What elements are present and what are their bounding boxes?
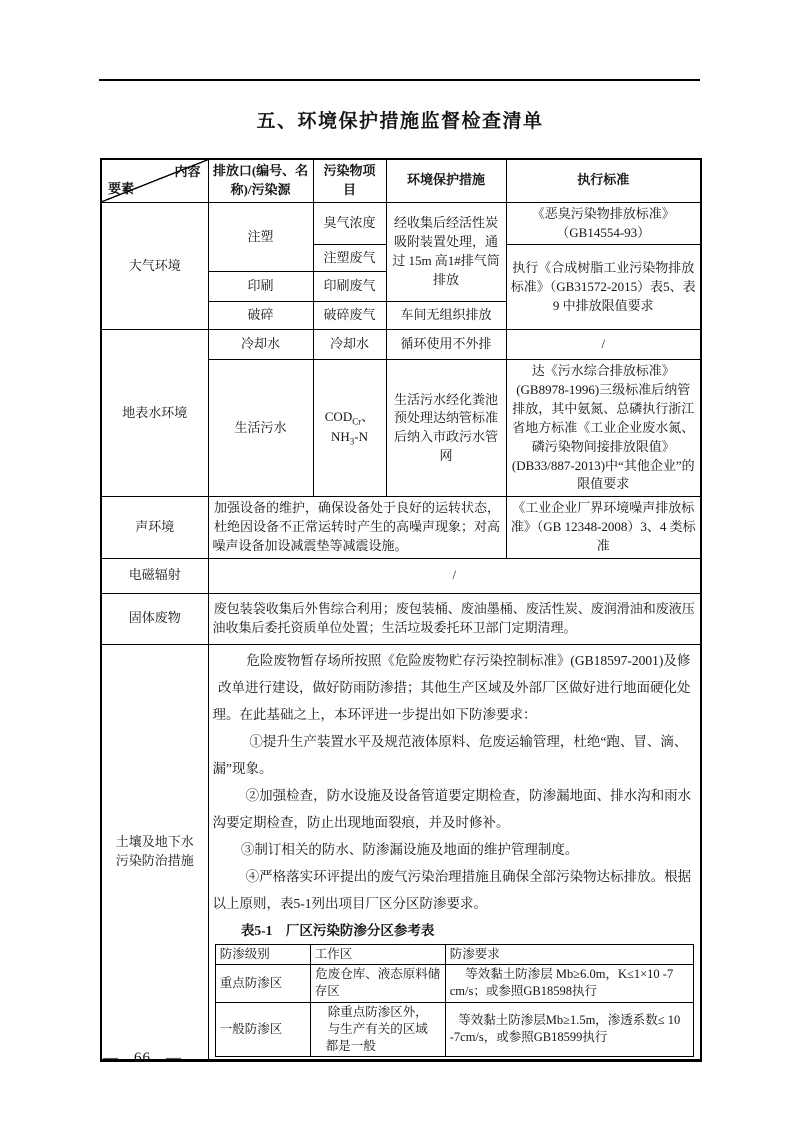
subtable-header-area: 工作区 — [310, 944, 445, 964]
air-standard-resin: 执行《合成树脂工业污染物排放标准》（GB31572-2015）表5、表 9 中排放限值要求 — [506, 245, 701, 330]
table-row — [101, 497, 701, 559]
water-sewage-pollutant — [313, 360, 386, 497]
water-sewage-source: 生活污水 — [208, 360, 313, 497]
water-cooling-source: 冷却水 — [208, 330, 313, 360]
soil-content-cell — [208, 644, 701, 1061]
solid-label-cell: 固体废物 — [101, 593, 208, 644]
emr-value: / — [208, 558, 701, 593]
water-cooling-pollutant: 冷却水 — [313, 330, 386, 360]
subtable-row — [215, 965, 693, 1003]
air-source-injection: 注塑 — [208, 202, 313, 272]
nh-tail: -N — [354, 429, 368, 445]
air-pollutant-printing: 印刷废气 — [313, 272, 386, 302]
soil-label-cell — [101, 644, 208, 1061]
soil-paragraph: ③制订相关的防水、防渗漏设施及地面的维护管理制度。 — [240, 841, 579, 857]
header-label-element: 要素 — [108, 180, 135, 196]
air-pollutant-injection: 注塑废气 — [313, 245, 386, 272]
table-header-row — [101, 159, 701, 202]
air-pollutant-odor: 臭气浓度 — [313, 202, 386, 245]
air-source-printing: 印刷 — [208, 272, 313, 302]
page-number — [103, 1050, 182, 1067]
table-row — [101, 558, 701, 593]
table-row — [101, 593, 701, 644]
header-cell-outlet: 排放口(编号、名称)/污染源 — [208, 159, 313, 202]
header-cell-standard: 执行标准 — [506, 159, 701, 202]
subtable-req: 等效黏土防渗层Mb≥1.5m，渗透系数≤ 10 -7cm/s，或参照GB18599执行 — [445, 1002, 693, 1057]
subtable-row — [215, 1002, 693, 1057]
page-number-dash-left: — — [103, 1050, 119, 1066]
nh-subscript: 3 — [349, 436, 355, 447]
water-cooling-measure: 循环使用不外排 — [386, 330, 506, 360]
solid-content: 废包装袋收集后外售综合利用；废包装桶、废油墨桶、废活性炭、废润滑油和废液压油收集后委托资质单位处置；生活垃圾委托环卫部门定期清理。 — [208, 593, 701, 644]
soil-paragraph: ①提升生产装置水平及规范液体原料、危废运输管理，杜绝“跑、冒、滴、漏”现象。 — [212, 733, 688, 776]
table-row — [101, 202, 701, 245]
table-row — [101, 330, 701, 360]
noise-label-cell: 声环境 — [101, 497, 208, 559]
subtable-title: 表5-1 厂区污染防渗分区参考表 — [240, 922, 435, 938]
header-cell-element-content — [101, 159, 208, 202]
subtable-area: 危废仓库、液态原料储存区 — [310, 965, 445, 1003]
air-pollutant-crushing: 破碎废气 — [313, 302, 386, 330]
subtable-req: 等效黏土防渗层 Mb≥6.0m，K≤1×10 -7 cm/s；或参照GB18598执行 — [445, 965, 693, 1003]
water-label-cell: 地表水环境 — [101, 330, 208, 497]
subtable-area: 除重点防渗区外，与生产有关的区域都是一般 — [310, 1002, 445, 1057]
cod-subscript: Cr — [352, 416, 362, 427]
water-sewage-measure: 生活污水经化粪池预处理达纳管标准后纳入市政污水管网 — [386, 360, 506, 497]
soil-paragraph: ②加强检查，防水设施及设备管道要定期检查，防渗漏地面、排水沟和雨水沟要定期检查，防止出现地面裂痕，并及时修补。 — [212, 787, 692, 830]
soil-paragraph: ④严格落实环评提出的废气污染治理措施且确保全部污染物达标排放。根据以上原则，表5-1列出项目厂区分区防渗要求。 — [212, 868, 692, 911]
nh-label: NH — [331, 429, 350, 445]
soil-paragraph: 危险废物暂存场所按照《危险废物贮存污染控制标准》(GB18597-2001)及修改单进行建设，做好防雨防渗措；其他生产区域及外部厂区做好进行地面硬化处理。在此基础之上，本环评进一步提出如下防渗要求： — [212, 652, 691, 722]
header-cell-measure: 环境保护措施 — [386, 159, 506, 202]
subtable-header-req: 防渗要求 — [445, 944, 693, 964]
subtable-level: 一般防渗区 — [215, 1002, 310, 1057]
soil-label-line2: 污染防治措施 — [115, 853, 194, 869]
table-row — [101, 644, 701, 1061]
header-divider — [99, 79, 700, 81]
air-measure-collected: 经收集后经活性炭吸附装置处理，通过 15m 高1#排气筒排放 — [386, 202, 506, 302]
cod-separator: 、 — [361, 408, 375, 424]
air-label-cell: 大气环境 — [101, 202, 208, 330]
inspection-checklist-table — [100, 158, 702, 1062]
noise-measure: 加强设备的维护，确保设备处于良好的运转状态，杜绝因设备不正常运转时产生的高噪声现象；对高噪声设备加设减震垫等减震设施。 — [208, 497, 506, 559]
soil-label-line1: 土壤及地下水 — [115, 834, 194, 850]
subtable-header-row — [215, 944, 693, 964]
header-cell-pollutant: 污染物项目 — [313, 159, 386, 202]
cod-label: COD — [324, 408, 353, 424]
page-title: 五、环境保护措施监督检查清单 — [256, 111, 544, 132]
page-number-value: 66 — [134, 1050, 151, 1066]
water-sewage-standard: 达《污水综合排放标准》(GB8978-1996)三级标准后纳管排放，其中氨氮、总磷执行浙江省地方标准《工业企业废水氮、磷污染物间接排放限值》(DB33/887-2013)中“其他企业”的限值要求 — [506, 360, 701, 497]
air-standard-odor: 《恶臭污染物排放标准》（GB14554-93） — [506, 202, 701, 245]
water-cooling-standard: / — [506, 330, 701, 360]
subtable-level: 重点防渗区 — [215, 965, 310, 1003]
emr-label-cell: 电磁辐射 — [101, 558, 208, 593]
air-measure-crushing: 车间无组织排放 — [386, 302, 506, 330]
seepage-zone-table — [215, 944, 694, 1058]
page-number-dash-right: — — [166, 1050, 182, 1066]
header-label-content: 内容 — [174, 164, 201, 179]
noise-standard: 《工业企业厂界环境噪声排放标准》（GB 12348-2008）3、4 类标准 — [506, 497, 701, 559]
air-source-crushing: 破碎 — [208, 302, 313, 330]
subtable-header-level: 防渗级别 — [215, 944, 310, 964]
